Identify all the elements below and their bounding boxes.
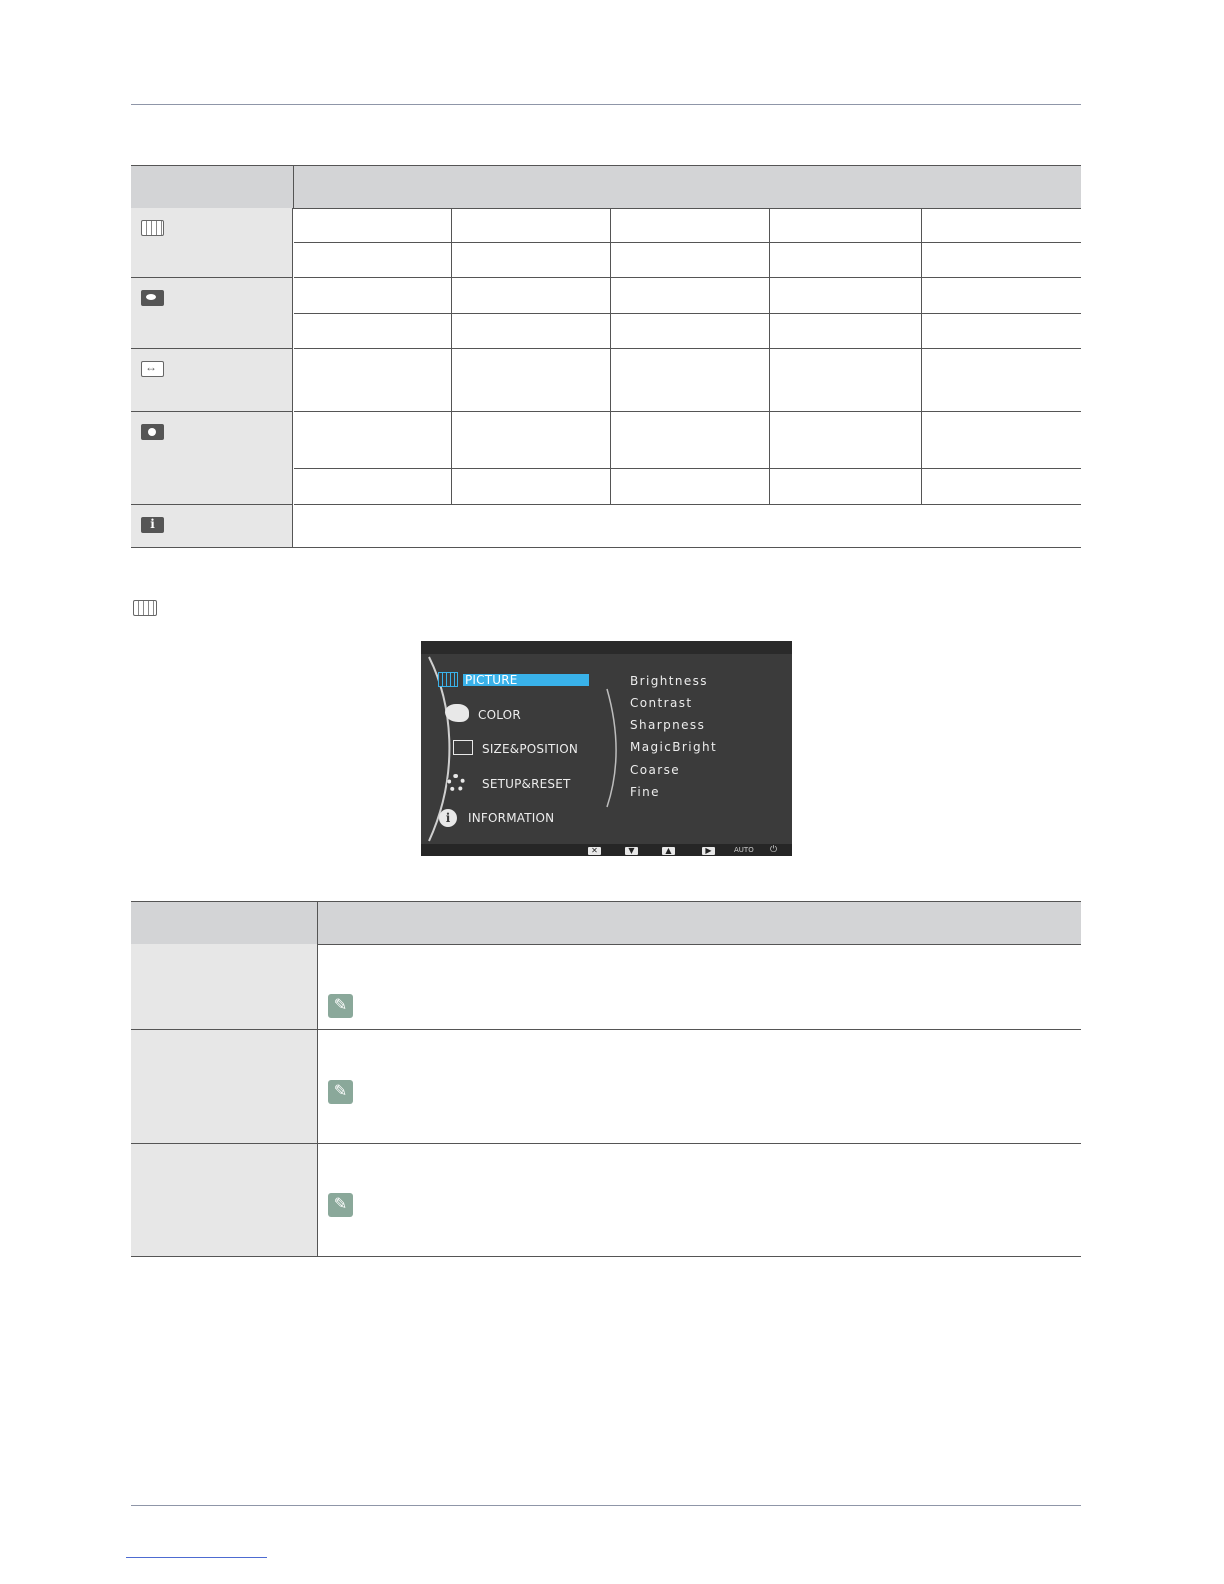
palette-icon[interactable] [445, 704, 469, 722]
submenu-magicbright[interactable]: MagicBright [630, 740, 718, 754]
setting-name-cell [131, 944, 318, 1029]
table-row [131, 1030, 1081, 1144]
table-row [294, 412, 1081, 469]
category-setup-reset [131, 412, 293, 505]
menu-item-picture[interactable]: PICTURE [463, 674, 589, 686]
category-picture [131, 208, 293, 278]
down-arrow-icon[interactable]: ▼ [625, 847, 638, 855]
pencil-note-icon [328, 994, 353, 1018]
menu-exit-icon[interactable]: ✕ [588, 847, 601, 855]
menu-item-color[interactable]: COLOR [478, 708, 521, 722]
gear-icon [141, 424, 164, 440]
table-row [294, 314, 1081, 349]
footer-rule [131, 1505, 1081, 1506]
osd-menu-screenshot [421, 641, 792, 856]
table-row [131, 1144, 1081, 1257]
table-header [131, 165, 1081, 209]
table-row [294, 208, 1081, 243]
submenu-contrast[interactable]: Contrast [630, 696, 693, 710]
table-row [294, 349, 1081, 412]
table-row [294, 243, 1081, 278]
picture-icon [133, 600, 157, 616]
submenu-sharpness[interactable]: Sharpness [630, 718, 706, 732]
table-row [294, 469, 1081, 505]
enter-arrow-icon[interactable]: ▶ [702, 847, 715, 855]
menu-item-setup-reset[interactable]: SETUP&RESET [482, 777, 571, 791]
picture-icon [141, 220, 164, 236]
submenu-fine[interactable]: Fine [630, 785, 660, 799]
footer-link-underline[interactable] [126, 1557, 267, 1558]
setting-name-cell [131, 1030, 318, 1143]
power-icon[interactable]: ⏻ [770, 845, 778, 855]
category-color [131, 278, 293, 349]
auto-button[interactable]: AUTO [734, 846, 754, 854]
submenu-coarse[interactable]: Coarse [630, 763, 681, 777]
picture-icon[interactable] [438, 672, 458, 687]
info-icon [141, 517, 164, 533]
table-row [294, 278, 1081, 314]
size-position-icon [141, 361, 164, 377]
menu-item-information[interactable]: INFORMATION [468, 811, 555, 825]
category-size-position [131, 349, 293, 412]
pencil-note-icon [328, 1193, 353, 1217]
setting-name-cell [131, 1144, 318, 1256]
pencil-note-icon [328, 1080, 353, 1104]
table-row [131, 944, 1081, 1030]
palette-icon [141, 290, 164, 306]
menu-item-size-position[interactable]: SIZE&POSITION [482, 742, 579, 756]
up-arrow-icon[interactable]: ▲ [662, 847, 675, 855]
submenu-brightness[interactable]: Brightness [630, 674, 708, 688]
category-information [131, 505, 293, 548]
gear-icon[interactable] [447, 774, 465, 792]
table-row [294, 505, 1081, 548]
header-rule [131, 104, 1081, 105]
picture-settings-table-header [131, 901, 1081, 945]
info-icon[interactable]: i [439, 809, 457, 827]
size-position-icon[interactable] [453, 740, 473, 755]
